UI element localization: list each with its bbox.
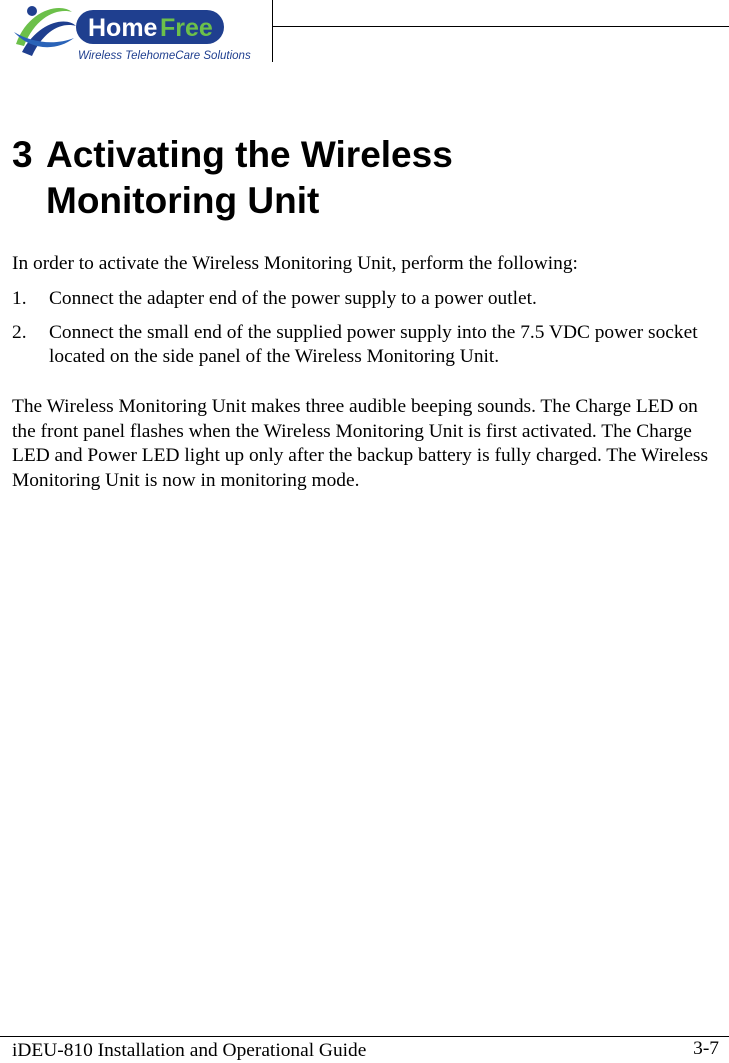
step-number: 1. <box>12 288 27 309</box>
header-divider-vertical <box>272 0 273 62</box>
step-number: 2. <box>12 321 27 343</box>
list-item <box>12 321 724 370</box>
steps-list <box>12 287 724 379</box>
chapter-title-line1: Activating the Wireless <box>46 134 453 175</box>
activation-paragraph: The Wireless Monitoring Unit makes three audible beeping sounds. The Charge LED on the front panel flashes when the Wireless Monitoring Unit is first activated. The Charge LED and Power LED light up only after the backup battery is fully charged. The Wireless Monitoring Unit is now in monitoring mode. <box>12 396 709 491</box>
footer-doc-title: iDEU-810 Installation and Operational Guide <box>12 1040 367 1061</box>
homefree-logo <box>10 2 272 62</box>
intro-paragraph: In order to activate the Wireless Monitoring Unit, perform the following: <box>12 253 578 274</box>
page-header <box>0 0 729 64</box>
footer-page-number: 3-7 <box>693 1038 719 1059</box>
step-text: Connect the adapter end of the power supply to a power outlet. <box>49 288 537 309</box>
logo-brand-home: Home <box>88 14 158 42</box>
step-text: Connect the small end of the supplied power supply into the 7.5 VDC power socket located on the side panel of the Wireless Monitoring Unit. <box>49 321 698 367</box>
chapter-title <box>12 132 712 224</box>
footer-divider <box>0 1036 729 1037</box>
chapter-title-line2: Monitoring Unit <box>46 180 320 221</box>
header-divider-horizontal <box>272 26 729 27</box>
chapter-number: 3 <box>12 134 33 175</box>
logo-brand-free: Free <box>160 14 213 42</box>
logo-swoosh-icon <box>14 6 76 56</box>
logo-tagline: Wireless TelehomeCare Solutions <box>78 50 251 62</box>
list-item <box>12 287 724 312</box>
